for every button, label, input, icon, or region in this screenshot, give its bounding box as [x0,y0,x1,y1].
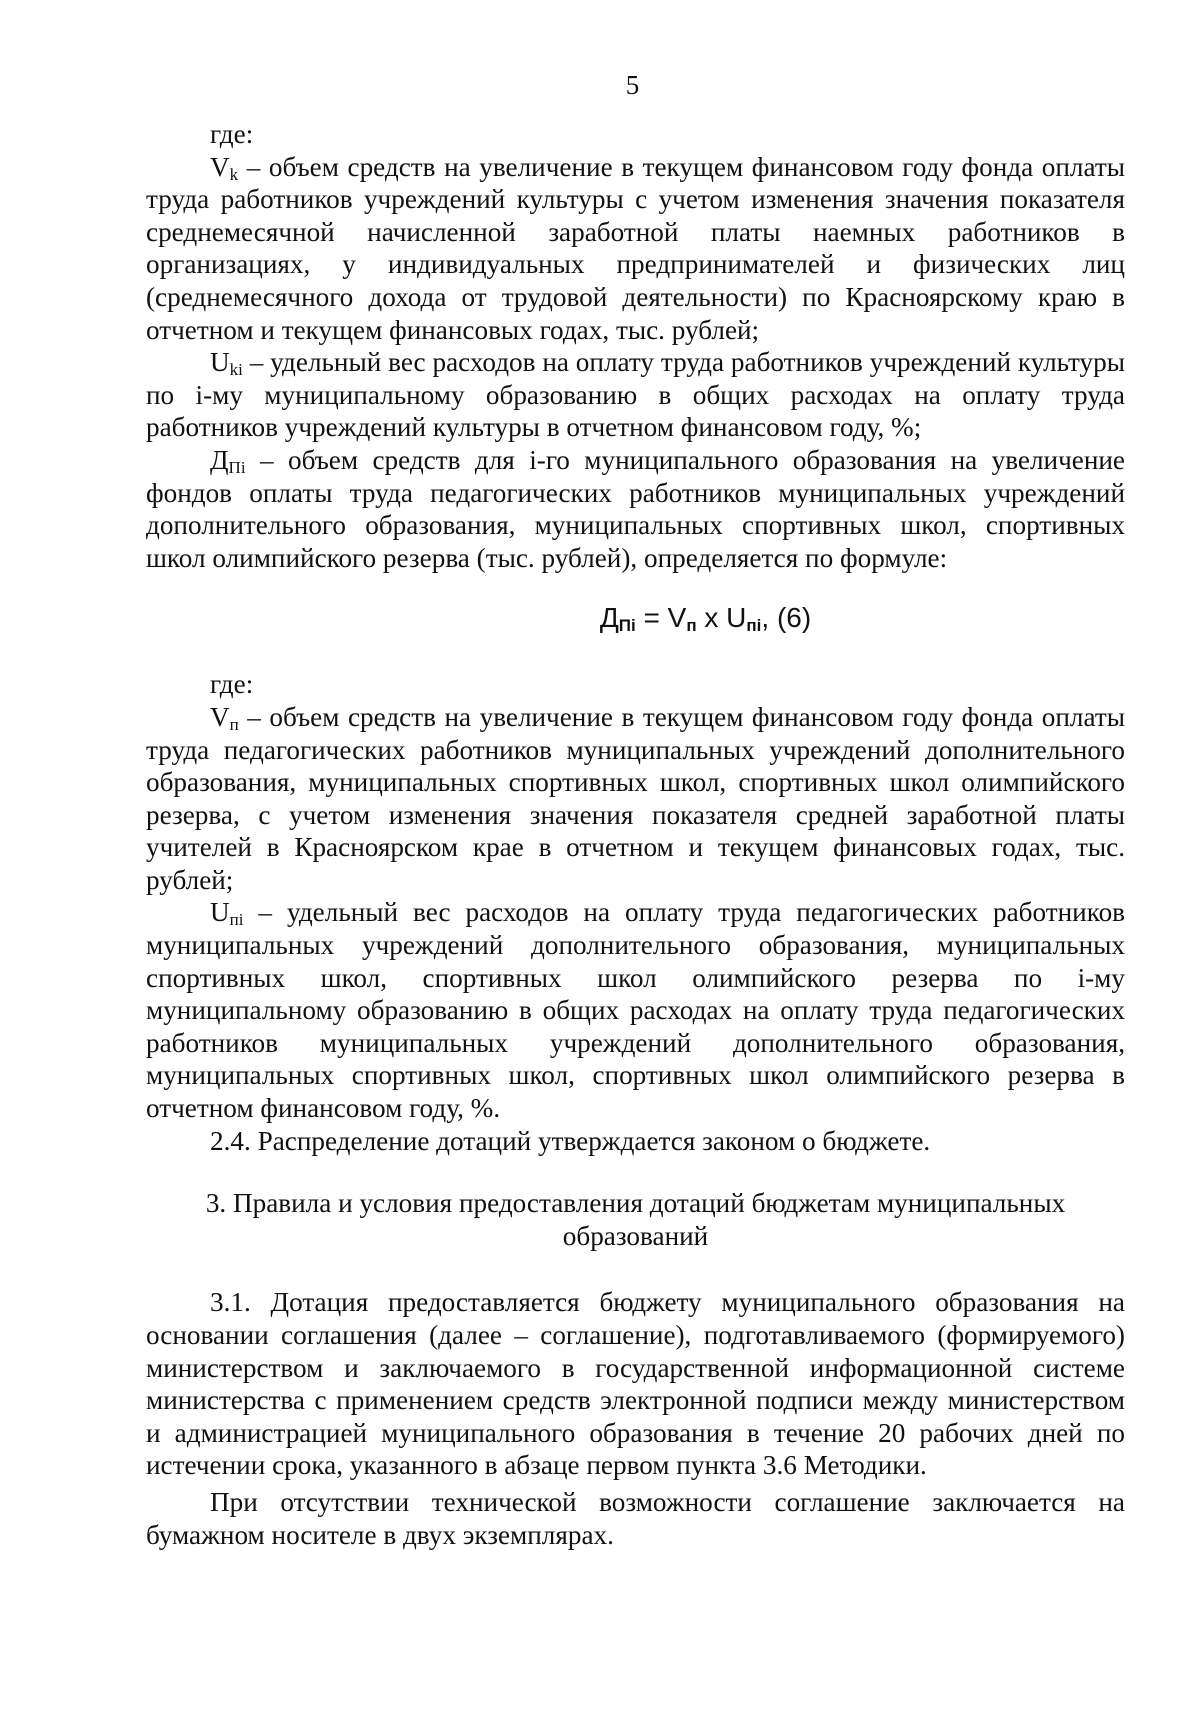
formula-u-sub: пi [746,616,762,636]
where-label: где: [210,119,254,149]
subscript-pi: Пi [228,457,246,477]
formula-lhs: Д [599,602,619,634]
definition-upi-text: – удельный вес расходов на оплату труда педагогических работников муниципальных учреждений дополнительного образования, муниципальных спортивных школ, спортивных школ олимпийского резерва по i-му муниципальному образованию в общих расходах на оплату труда педагогических работников муниципальных учреждений дополнительного образования, муниципальных спортивных школ, спортивных школ олимпийского резерва в отчетном финансовом году, %. [146,897,1125,1124]
subscript-pi-2: пi [229,910,244,930]
formula-v-sub: п [686,616,697,636]
symbol-u: U [210,347,230,378]
paragraph-2-4: 2.4. Распределение дотаций утверждается законом о бюджете. [210,1125,931,1156]
formula-eq: = V [635,602,687,634]
document-body [146,118,1125,1551]
definition-vp [146,701,1125,897]
where-label-2: где: [210,669,254,700]
formula-number: , (6) [761,602,812,634]
page-number: 5 [625,70,640,100]
symbol-v-2: V [210,701,230,732]
section-3-title [146,1187,1125,1252]
paragraph-paper-agreement: При отсутствии технической возможности соглашение заключается на бумажном носителе в двух экземплярах. [146,1486,1125,1550]
subscript-k: k [229,164,239,184]
formula-6 [146,598,1125,638]
definition-uki [146,346,1125,444]
definition-dpi [146,444,1125,574]
paragraph-3-1: 3.1. Дотация предоставляется бюджету муниципального образования на основании соглашения (далее – соглашение), подготавливаемого (формируемого) министерством и заключаемого в государственной информационной системе министерства с применением средств электронной подписи между министерством и администрацией муниципального образования в течение 20 рабочих дней по истечении срока, указанного в абзаце первом пункта 3.6 Методики. [146,1287,1125,1481]
formula-lhs-sub: Пi [618,616,636,636]
symbol-u-2: U [210,897,230,928]
definition-dpi-text: – объем средств для i-го муниципального образования на увеличение фондов оплаты труда педагогических работников муниципальных учреждений дополнительного образования, муниципальных спортивных школ, спортивных школ олимпийского резерва (тыс. рублей), определяется по формуле: [146,444,1125,573]
symbol-d: Д [210,444,229,475]
definition-vk [146,151,1125,347]
definition-vp-text: – объем средств на увеличение в текущем финансовом году фонда оплаты труда педагогических работников муниципальных учреждений дополнительного образования, муниципальных спортивных школ, спортивных школ олимпийского резерва, с учетом изменения значения показателя средней заработной платы учителей в Красноярском крае в отчетном и текущем финансовых годах, тыс. рублей; [146,701,1125,895]
definition-upi [146,896,1125,1124]
definition-uki-text: – удельный вес расходов на оплату труда работников учреждений культуры по i-му муниципальному образованию в общих расходах на оплату труда работников учреждений культуры в отчетном финансовом году, %; [146,347,1125,443]
subscript-p: п [229,714,239,734]
section-3-title-line2: образований [562,1220,709,1251]
formula-times: x U [696,602,747,634]
subscript-ki: ki [229,360,243,380]
section-3-title-line1: 3. Правила и условия предоставления дотаций бюджетам муниципальных [205,1188,1066,1219]
definition-vk-text: – объем средств на увеличение в текущем финансовом году фонда оплаты труда работников учреждений культуры с учетом изменения значения показателя среднемесячной начисленной заработной платы наемных работников в организациях, у индивидуальных предпринимателей и физических лиц (среднемесячного дохода от трудовой деятельности) по Красноярскому краю в отчетном и текущем финансовых годах, тыс. рублей; [146,151,1125,345]
symbol-v: V [210,151,230,182]
